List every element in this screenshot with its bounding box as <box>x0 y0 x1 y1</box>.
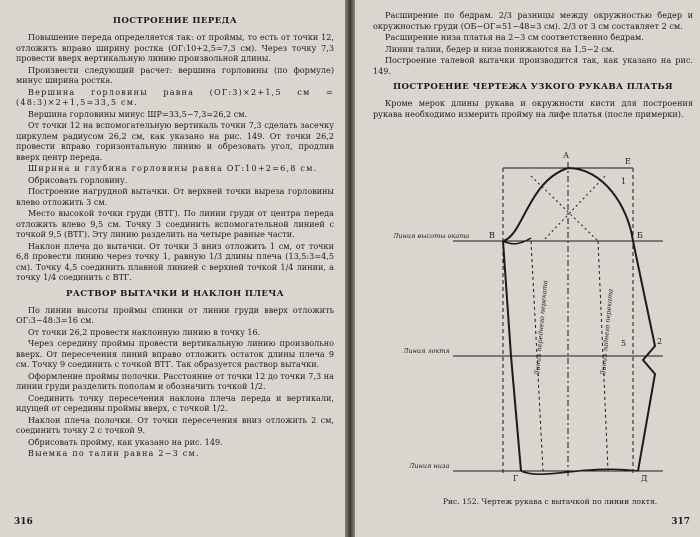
book-gutter <box>345 0 355 537</box>
paragraph: Обрисовать пройму, как указано на рис. 149. <box>28 436 223 447</box>
label-front-fold: Линия переднего переката <box>533 279 550 377</box>
label-cap-height-line: Линия высоты оката <box>393 232 470 240</box>
paragraph: Вершина горловины минус ШР=33,5−7,3=26,2 см. <box>28 108 248 119</box>
paragraph: Соединить точку пересечения наклона плеча переда и вертикали, идущей от середины проймы вверх, с точкой 1/2. <box>16 392 334 413</box>
figure-caption: Рис. 152. Чертеж рукава с вытачкой по линии локтя. <box>442 497 658 506</box>
heading-front-construction: ПОСТРОЕНИЕ ПЕРЕДА <box>112 16 238 26</box>
paragraph: Построение талевой вытачки производится так, как указано на рис. 149. <box>373 55 693 76</box>
paragraph: Через середину проймы провести вертикальную линию произвольно вверх. От пересечения линий вправо отложить остаток длины плеча 9 см. Точку 9 соединить с точкой ВТГ. Так образуется раствор вытачки. <box>16 338 334 369</box>
paragraph: Вершина горловины равна (ОГ:3)×2+1,5 см = (48:3)×2+1,5=33,5 см. <box>16 86 334 107</box>
label-2: 2 <box>657 337 663 346</box>
left-page-text <box>16 10 334 460</box>
label-g: Г <box>513 474 519 483</box>
label-a: А <box>563 151 570 160</box>
label-e: Е <box>625 157 631 166</box>
paragraph: Расширение низа платья на 2−3 см соответственно бедрам. <box>385 32 644 42</box>
label-d: Д <box>641 474 648 483</box>
paragraph: Повышение переда определяется так: от проймы, то есть от точки 12, отложить вправо ширину ростка (ОГ:10+2,5=7,3 см). Через точку 7,3 провести вверх вертикальную линию произвольной длины. <box>16 32 334 63</box>
paragraph: Кроме мерок длины рукава и окружности кисти для построения рукава необходимо измерить пройму на лифе платья (после примерки). <box>373 98 693 119</box>
heading-dart-and-shoulder: РАСТВОР ВЫТАЧКИ И НАКЛОН ПЛЕЧА <box>65 288 284 299</box>
guide-line <box>531 176 598 241</box>
right-page-text <box>373 10 693 120</box>
paragraph: Обрисовать горловину. <box>28 174 128 185</box>
page-number-left: 316 <box>14 517 33 527</box>
paragraph: Место высокой точки груди (ВТГ). По линии груди от центра переда отложить влево 9,5 см. Точку 3 соединить вспомогательной линией с точкой 9,5 (ВТГ). Эту линию разделить на четыре равные части. <box>16 208 334 239</box>
label-1: 1 <box>621 177 627 186</box>
paragraph: Оформление проймы полочки. Расстояние от точки 12 до точки 7,3 на линии груди разделить пополам и обозначить точкой 1/2. <box>16 370 334 391</box>
hem-curve <box>521 469 638 474</box>
guide-line <box>543 176 605 241</box>
paragraph: Расширение по бедрам. 2/3 разницы между окружностью бедер и окружностью груди (ОБ−ОГ=51−48=3 см). 2/3 от 3 см составляет 2 см. <box>373 10 693 31</box>
left-page <box>0 0 345 537</box>
label-elbow-line: Линия локтя <box>403 347 450 355</box>
heading-sleeve-construction: ПОСТРОЕНИЕ ЧЕРТЕЖА УЗКОГО РУКАВА ПЛАТЬЯ <box>393 82 673 92</box>
paragraph: Наклон плеча полочки. От точки пересечения вниз отложить 2 см, соединить точку 2 с точкой 9. <box>16 414 334 435</box>
page-number-right: 317 <box>671 517 690 527</box>
paragraph: По линии высоты проймы спинки от линии груди вверх отложить ОГ:3−48:3=16 см. <box>16 304 334 325</box>
label-v: В <box>489 231 495 240</box>
label-back-fold: Линия заднего переката <box>599 288 615 377</box>
label-hem-line: Линия низа <box>409 462 450 470</box>
paragraph: От точки 26,2 провести наклонную линию в точку 16. <box>28 326 261 337</box>
paragraph: Наклон плеча до вытачки. От точки 3 вниз отложить 1 см, от точки 6,8 провести линию через точку 1, равную 1/3 длины плеча (13,5:3=4,5 см). Точку 4,5 соединить плавной линией с верхней точкой 1/4 линии, а точку 1/4 соединить с ВТГ. <box>16 240 334 282</box>
paragraph: От точки 12 на вспомогательную вертикаль точки 7,3 сделать засечку циркулем радиусом 26,2 см, как указано на рис. 149. От точки 26,2 провести вправо горизонтальную линию и обрезовать угол, продлив вверх центр переда. <box>16 120 334 162</box>
sleeve-pattern-drawing <box>393 146 689 486</box>
paragraph: Выемка по талии равна 2−3 см. <box>28 448 200 458</box>
label-b: Б <box>637 231 643 240</box>
right-page <box>355 0 700 537</box>
paragraph: Построение нагрудной вытачки. От верхней точки выреза горловины влево отложить 3 см. <box>16 186 334 207</box>
paragraph: Линии талии, бедер и низа понижаются на 1,5−2 см. <box>385 43 615 54</box>
paragraph: Произвести следующий расчет: вершина горловины (по формуле) минус ширина ростка. <box>16 64 334 85</box>
paragraph: Ширина и глубина горловины равна ОГ:10+2=6,8 см. <box>28 163 318 173</box>
label-5: 5 <box>621 339 627 348</box>
